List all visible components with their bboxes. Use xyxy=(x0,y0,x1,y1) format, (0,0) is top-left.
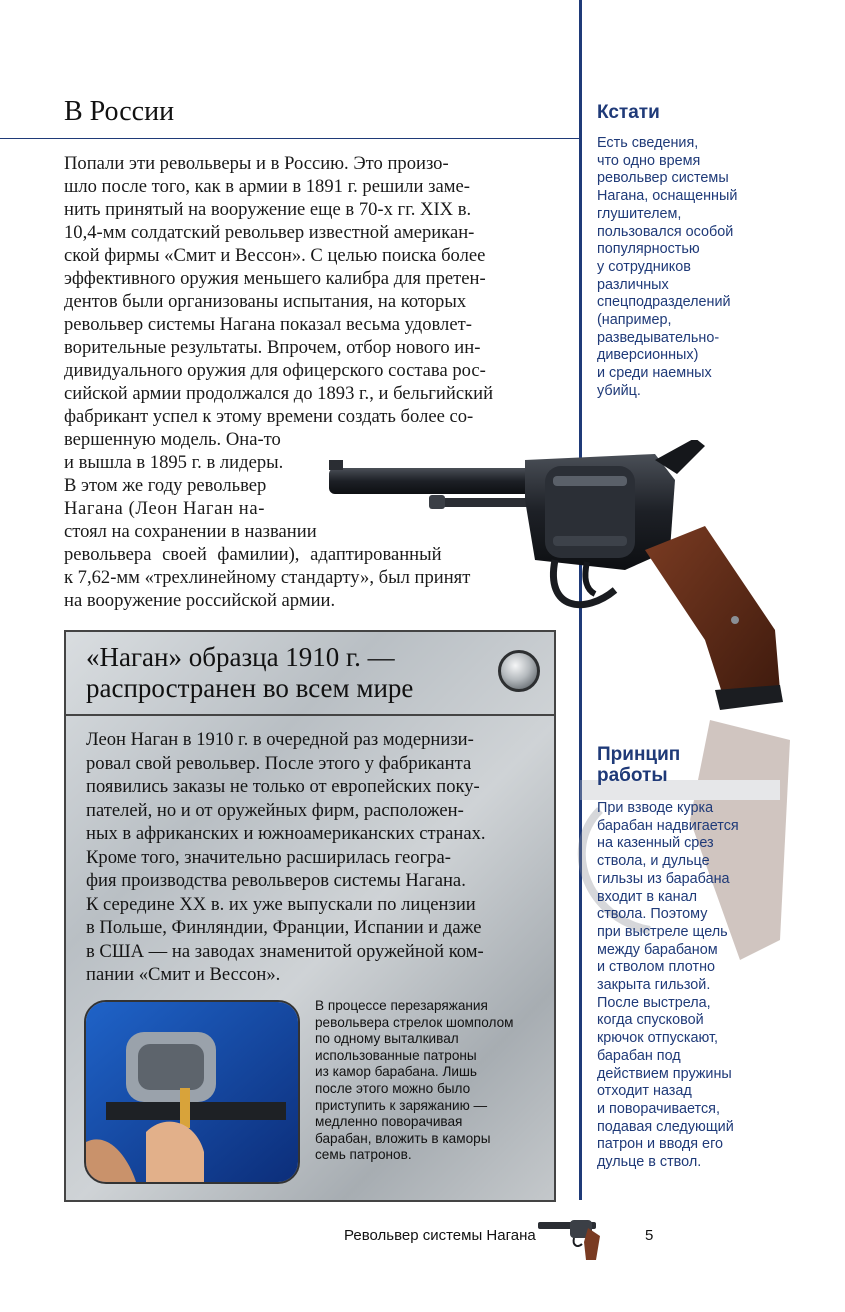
text-line: ровал свой револьвер. После этого у фабриканта xyxy=(86,752,472,774)
main-paragraph xyxy=(64,152,554,428)
text-line: и стволом плотно xyxy=(597,959,716,976)
text-line: в США — на заводах знаменитой оружейной ком- xyxy=(86,940,484,962)
text-line: в Польше, Финляндии, Франции, Испании и даже xyxy=(86,917,482,938)
text-line: эффективного оружия меньшего калибра для претен- xyxy=(64,268,486,289)
text-line: барабан под xyxy=(597,1047,681,1064)
text-line: по одному выталкивал xyxy=(315,1031,459,1047)
text-line: Нагана, оснащенный xyxy=(597,188,738,205)
heading-line: работы xyxy=(597,765,668,786)
text-line: Есть сведения, xyxy=(597,135,699,151)
text-line: Леон Наган в 1910 г. в очередной раз модернизи- xyxy=(86,729,474,750)
text-line: ных в африканских и южноамериканских странах. xyxy=(86,823,486,844)
text-line: В этом же году револьвер xyxy=(64,475,267,496)
text-line: патрон и вводя его xyxy=(597,1136,724,1153)
text-line: револьвер системы Нагана показал весьма удовлет- xyxy=(64,314,472,335)
sidebar-heading-kstati: Кстати xyxy=(597,102,660,123)
text-line: К середине XX в. их уже выпускали по лицензии xyxy=(86,893,476,915)
text-line: к 7,62-мм «трехлинейному стандарту», был принят xyxy=(64,567,471,588)
text-line: вершенную модель. Она-то xyxy=(64,429,281,450)
text-line: и поворачивается, xyxy=(597,1100,720,1117)
box-header xyxy=(66,632,554,716)
heading-rule xyxy=(0,138,580,139)
text-line: разведывательно- xyxy=(597,329,720,346)
photo-caption xyxy=(315,998,537,1164)
text-line: дивидуального оружия для офицерского состава рос- xyxy=(64,360,486,381)
text-line: глушителем, xyxy=(597,205,682,222)
text-line: спецподразделений xyxy=(597,294,731,311)
text-line: пании «Смит и Вессон». xyxy=(86,964,281,985)
text-line: крючок отпускают, xyxy=(597,1030,718,1047)
text-line: ствола, и дульце xyxy=(597,853,710,870)
text-line: когда спусковой xyxy=(597,1012,704,1029)
text-line: медленно поворачивая xyxy=(315,1114,463,1130)
title-line: распространен во всем мире xyxy=(86,673,414,703)
revolver-icon xyxy=(530,1214,616,1262)
text-line: Попали эти револьверы и в Россию. Это произо- xyxy=(64,153,449,174)
text-line: отходит назад xyxy=(597,1083,692,1100)
text-line: револьвера своей фамилии), адаптированный xyxy=(64,544,442,565)
text-line: на вооружение российской армии. xyxy=(64,590,336,611)
text-line: приступить к заряжанию — xyxy=(315,1097,488,1113)
text-line: фабрикант успел к этому времени создать более со- xyxy=(64,406,474,427)
text-line: у сотрудников xyxy=(597,258,691,275)
text-line: ской фирмы «Смит и Вессон». С целью поиска более xyxy=(64,245,486,266)
text-line: на казенный срез xyxy=(597,835,714,852)
nagant-1910-box xyxy=(64,630,556,1202)
text-line: 10,4-мм солдатский револьвер известной американ- xyxy=(64,222,475,243)
text-line: появились заказы не только от европейских поку- xyxy=(86,776,480,797)
text-line: стоял на сохранении в названии xyxy=(64,521,317,542)
heading-line: Принцип xyxy=(597,744,681,765)
text-line: различных xyxy=(597,276,669,293)
text-line: После выстрела, xyxy=(597,994,711,1011)
rivet-icon xyxy=(498,650,540,692)
text-line: после этого можно было xyxy=(315,1080,471,1096)
text-line: что одно время xyxy=(597,152,701,169)
text-line: входит в канал xyxy=(597,888,697,905)
text-line: фия производства револьверов системы Нагана. xyxy=(86,870,466,891)
text-line: из камор барабана. Лишь xyxy=(315,1064,477,1080)
footer-book-title: Револьвер системы Нагана xyxy=(344,1227,536,1244)
text-line: пользовался особой xyxy=(597,223,734,240)
text-line: шло после того, как в армии в 1891 г. решили заме- xyxy=(64,176,470,197)
text-line: При взводе курка xyxy=(597,800,714,816)
text-line: использованные патроны xyxy=(315,1047,477,1063)
box-paragraph xyxy=(86,728,538,987)
text-line: семь патронов. xyxy=(315,1147,412,1163)
text-line: В процессе перезаряжания xyxy=(315,998,488,1013)
sidebar-text-kstati xyxy=(597,135,757,401)
text-line: и среди наемных xyxy=(597,365,712,382)
text-line: между барабаном xyxy=(597,941,718,958)
text-line: барабан надвигается xyxy=(597,817,739,834)
text-line: сийской армии продолжался до 1893 г., и бельгийский xyxy=(64,383,494,404)
text-line: барабан, вложить в каморы xyxy=(315,1130,491,1146)
text-line: подавая следующий xyxy=(597,1118,734,1135)
section-title: В России xyxy=(64,96,175,127)
text-line: убийц. xyxy=(597,382,641,399)
title-line: «Наган» образца 1910 г. — xyxy=(86,642,395,672)
text-line: Кроме того, значительно расширилась геогра- xyxy=(86,846,451,868)
text-line: (например, xyxy=(597,312,672,329)
sidebar-text-principle xyxy=(597,800,757,1172)
text-line: ворительные результаты. Впрочем, отбор нового ин- xyxy=(64,337,481,358)
text-line: и вышла в 1895 г. в лидеры. xyxy=(64,452,284,473)
text-line: ствола. Поэтому xyxy=(597,906,708,923)
text-line: дентов были организованы испытания, на которых xyxy=(64,291,467,312)
text-line: пателей, но и от оружейных фирм, расположен- xyxy=(86,799,464,821)
text-line: действием пружины xyxy=(597,1065,732,1082)
text-line: популярностью xyxy=(597,241,700,258)
reloading-photo xyxy=(84,1000,300,1184)
text-line: револьвер системы xyxy=(597,170,729,187)
text-line: диверсионных) xyxy=(597,347,699,364)
text-line: гильзы из барабана xyxy=(597,870,730,887)
text-line: дульце в ствол. xyxy=(597,1154,702,1171)
sidebar-heading-principle xyxy=(597,744,680,786)
text-line: закрыта гильзой. xyxy=(597,977,711,994)
box-title xyxy=(86,642,413,704)
text-line: Нагана (Леон Наган на- xyxy=(64,498,265,519)
page-number: 5 xyxy=(645,1227,654,1244)
text-line: револьвера стрелок шомполом xyxy=(315,1014,514,1030)
text-line: нить принятый на вооружение еще в 70-х гг. XIX в. xyxy=(64,199,472,220)
text-line: при выстреле щель xyxy=(597,923,728,940)
